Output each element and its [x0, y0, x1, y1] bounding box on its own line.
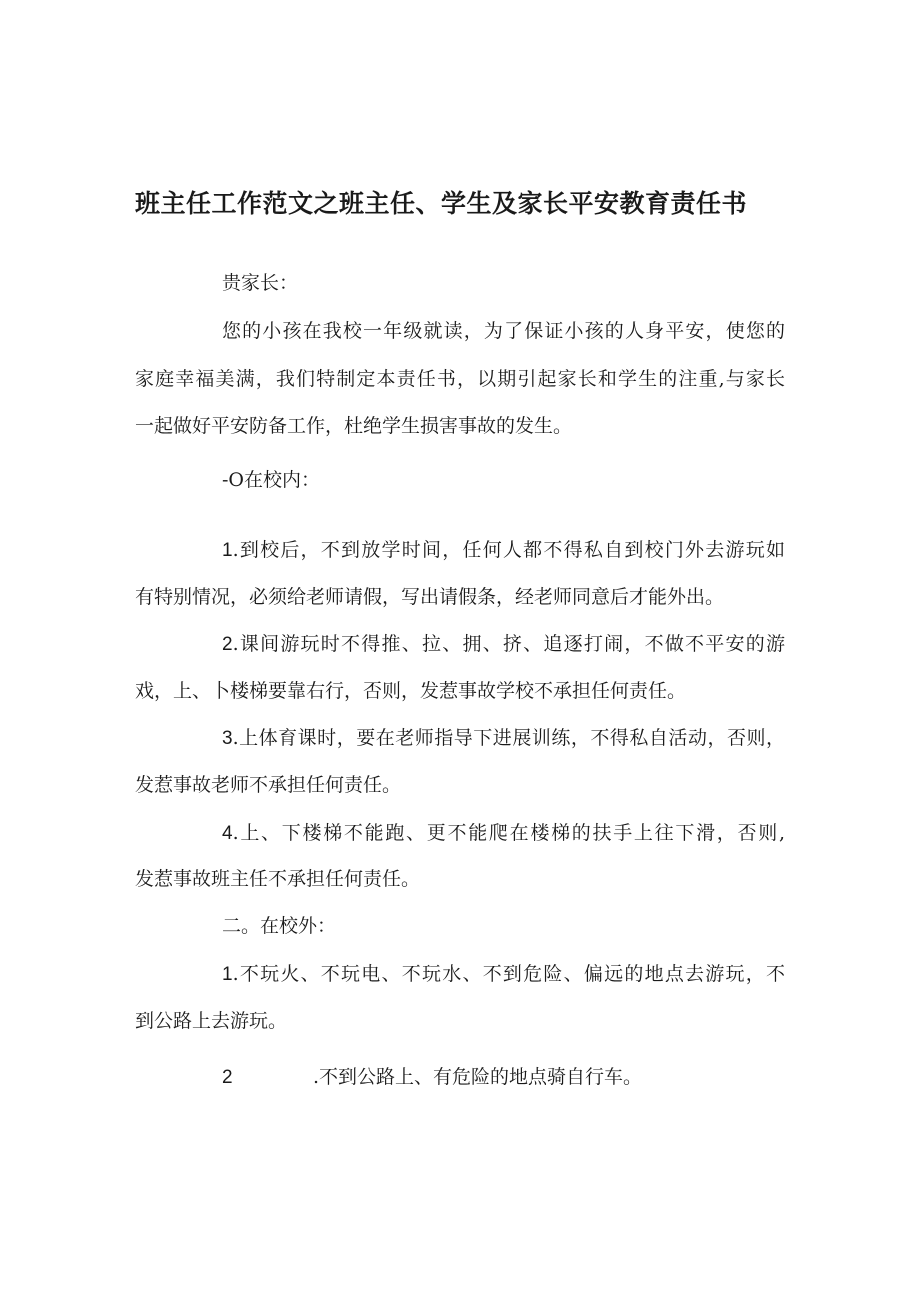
list-item-line	[222, 1065, 233, 1090]
list-item-line	[222, 538, 785, 563]
intro-line-1: 您的小孩在我校一年级就读，为了保证小孩的人身平安，使您的	[222, 320, 785, 342]
greeting: 贵家长：	[222, 272, 299, 294]
item-text: .上体育课时，要在老师指导下进展训练，不得私自活动，否则，	[232, 727, 785, 749]
intro-line-2: 家庭幸福美满，我们特制定本责任书，以期引起家长和学生的注重,与家长	[135, 368, 785, 390]
section-heading-in-school: -O在校内：	[222, 469, 320, 491]
item-number: 2	[222, 634, 233, 655]
list-item-line	[222, 726, 785, 751]
list-item-line	[222, 632, 785, 657]
item-number: 2	[222, 1067, 233, 1088]
list-item-continuation: 发惹事故老师不承担任何责任。	[135, 774, 402, 796]
item-text: .不到公路上、有危险的地点骑自行车。	[313, 1066, 643, 1088]
list-item-line	[222, 821, 785, 846]
list-item-continuation: 发惹事故班主任不承担任何责任。	[135, 868, 421, 890]
item-text: .不玩火、不玩电、不玩水、不到危险、偏远的地点去游玩，不	[232, 963, 785, 985]
section-heading-out-of-school: 二。在校外：	[222, 915, 337, 937]
item-number: 4	[222, 823, 233, 844]
item-number: 1	[222, 540, 233, 561]
item-text: .课间游玩时不得推、拉、拥、挤、追逐打闹，不做不平安的游	[232, 633, 785, 655]
document-title: 班主任工作范文之班主任、学生及家长平安教育责任书	[135, 189, 748, 218]
list-item-line	[222, 962, 785, 987]
intro-line-3: 一起做好平安防备工作，杜绝学生损害事故的发生。	[135, 415, 573, 437]
item-text: .到校后，不到放学时间，任何人都不得私自到校门外去游玩如	[232, 539, 785, 561]
item-number: 1	[222, 964, 233, 985]
list-item-continuation: 有特别情况，必须给老师请假，写出请假条，经老师同意后才能外出。	[135, 586, 725, 608]
list-item-continuation: 到公路上去游玩。	[135, 1010, 288, 1032]
item-text: .上、下楼梯不能跑、更不能爬在楼梯的扶手上往下滑，否则,	[232, 822, 785, 844]
list-item-continuation: 戏，上、卜楼梯要靠右行，否则，发惹事故学校不承担任何责任。	[135, 680, 687, 702]
item-number: 3	[222, 728, 233, 749]
